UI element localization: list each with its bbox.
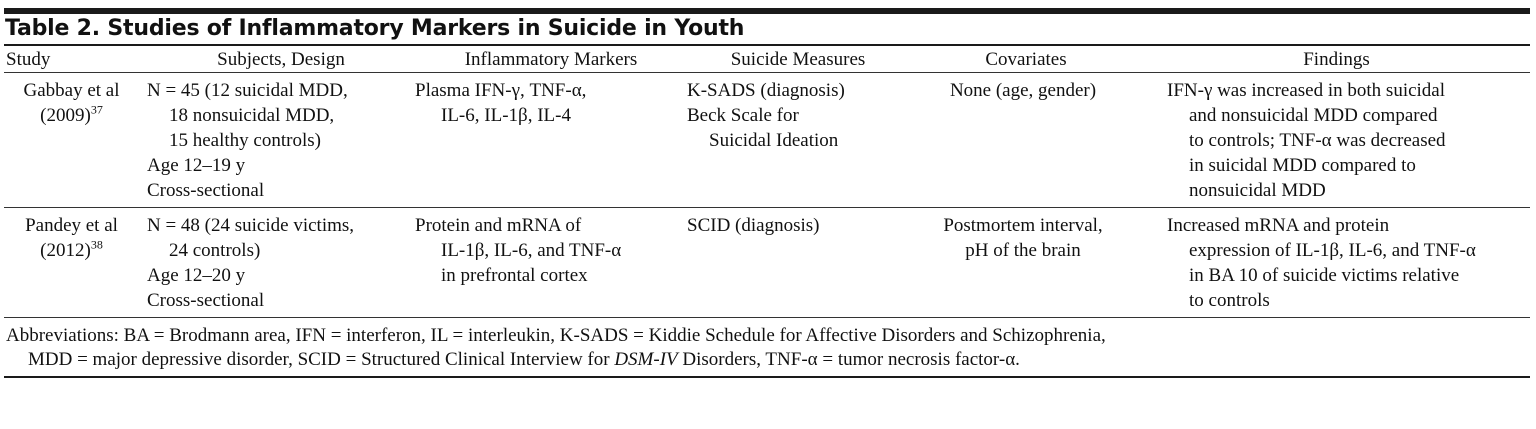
covariates-line: Postmortem interval, — [943, 215, 1103, 236]
subjects-cell — [147, 208, 415, 318]
bottom-rule — [4, 376, 1530, 378]
header-markers: Inflammatory Markers — [415, 46, 687, 73]
findings-line: to controls; TNF-α was decreased — [1189, 130, 1446, 151]
findings-cell — [1143, 73, 1530, 208]
table-row — [4, 208, 1530, 318]
study-cell — [4, 73, 147, 208]
findings-line: expression of IL-1β, IL-6, and TNF-α — [1189, 240, 1476, 261]
subjects-cell — [147, 73, 415, 208]
study-author: Gabbay et al — [23, 80, 120, 101]
header-subjects: Subjects, Design — [147, 46, 415, 73]
measures-line: Beck Scale for — [687, 105, 799, 126]
findings-line: nonsuicidal MDD — [1189, 180, 1326, 201]
subjects-line: Age 12–20 y — [147, 265, 246, 286]
markers-cell — [415, 208, 687, 318]
markers-cell — [415, 73, 687, 208]
measures-cell — [687, 208, 909, 318]
study-ref: 37 — [90, 102, 103, 117]
markers-line: Protein and mRNA of — [415, 215, 582, 236]
findings-line: to controls — [1189, 290, 1270, 311]
markers-line: IL-6, IL-1β, IL-4 — [441, 105, 571, 126]
findings-line: IFN-γ was increased in both suicidal — [1167, 80, 1446, 101]
abbreviations-text: Disorders, TNF-α = tumor necrosis factor-α. — [677, 349, 1020, 370]
abbreviations-line: Abbreviations: BA = Brodmann area, IFN = interferon, IL = interleukin, K-SADS = Kiddie Schedule for Affective Disorders and Schizophrenia, — [6, 325, 1106, 346]
covariates-line: pH of the brain — [965, 240, 1081, 261]
markers-line: IL-1β, IL-6, and TNF-α — [441, 240, 622, 261]
covariates-cell — [909, 208, 1143, 318]
subjects-line: N = 48 (24 suicide victims, — [147, 215, 355, 236]
markers-line: Plasma IFN-γ, TNF-α, — [415, 80, 587, 101]
abbreviations-text: MDD = major depressive disorder, SCID = Structured Clinical Interview for — [28, 349, 615, 370]
abbreviations-emphasis: DSM-IV — [614, 349, 678, 370]
header-measures: Suicide Measures — [687, 46, 909, 73]
table-figure — [4, 8, 1530, 378]
study-ref: 38 — [90, 237, 103, 252]
measures-line: K-SADS (diagnosis) — [687, 80, 845, 101]
measures-line: Suicidal Ideation — [709, 130, 839, 151]
findings-line: in suicidal MDD compared to — [1189, 155, 1416, 176]
subjects-line: 24 controls) — [169, 240, 261, 261]
study-year: (2009) — [40, 105, 91, 126]
subjects-line: 18 nonsuicidal MDD, — [169, 105, 335, 126]
findings-line: Increased mRNA and protein — [1167, 215, 1390, 236]
header-findings: Findings — [1143, 46, 1530, 73]
abbreviations-line — [6, 348, 1530, 372]
covariates-line: None (age, gender) — [949, 80, 1097, 101]
subjects-line: N = 45 (12 suicidal MDD, — [147, 80, 348, 101]
findings-line: in BA 10 of suicide victims relative — [1189, 265, 1460, 286]
subjects-line: Age 12–19 y — [147, 155, 246, 176]
header-covariates: Covariates — [909, 46, 1143, 73]
subjects-line: Cross-sectional — [147, 290, 265, 311]
findings-line: and nonsuicidal MDD compared — [1189, 105, 1438, 126]
study-year: (2012) — [40, 240, 91, 261]
header-row — [4, 46, 1530, 73]
study-author: Pandey et al — [25, 215, 118, 236]
table-row — [4, 73, 1530, 208]
studies-table — [4, 46, 1530, 317]
covariates-cell — [909, 73, 1143, 208]
table-title: Table 2. Studies of Inflammatory Markers in Suicide in Youth — [5, 16, 745, 41]
markers-line: in prefrontal cortex — [441, 265, 588, 286]
measures-cell — [687, 73, 909, 208]
subjects-line: 15 healthy controls) — [169, 130, 321, 151]
subjects-line: Cross-sectional — [147, 180, 265, 201]
findings-cell — [1143, 208, 1530, 318]
header-study: Study — [4, 46, 147, 73]
abbreviations-note — [4, 318, 1530, 376]
study-cell — [4, 208, 147, 318]
measures-line: SCID (diagnosis) — [687, 215, 820, 236]
